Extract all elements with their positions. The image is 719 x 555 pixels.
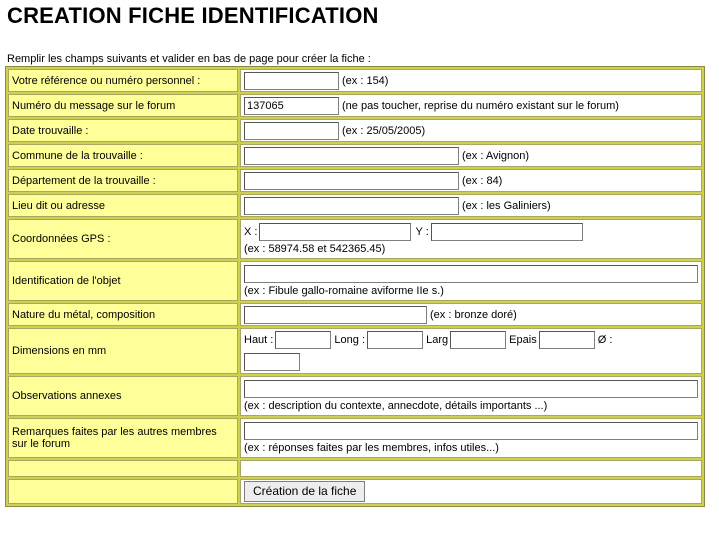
gps-hint: (ex : 58974.58 et 542365.45) xyxy=(244,243,386,255)
identification-input[interactable] xyxy=(244,265,698,283)
commune-hint: (ex : Avignon) xyxy=(462,149,530,162)
create-sheet-button[interactable]: Création de la fiche xyxy=(244,481,365,502)
remarques-label: Remarques faites par les autres membres sur le forum xyxy=(8,418,238,458)
lieu-dit-label: Lieu dit ou adresse xyxy=(8,194,238,217)
instructions-text: Remplir les champs suivants et valider en bas de page pour créer la fiche : xyxy=(7,53,371,65)
page-title: CREATION FICHE IDENTIFICATION xyxy=(7,3,379,28)
nature-hint: (ex : bronze doré) xyxy=(430,308,517,321)
gps-x-input[interactable] xyxy=(259,223,411,241)
row-reference xyxy=(8,69,702,92)
spacer-label-cell xyxy=(8,460,238,477)
remarques-cell xyxy=(240,418,702,458)
long-input[interactable] xyxy=(367,331,423,349)
message-number-cell xyxy=(240,94,702,117)
spacer-value-cell xyxy=(240,460,702,477)
date-label: Date trouvaille : xyxy=(8,119,238,142)
larg-input[interactable] xyxy=(450,331,506,349)
gps-x-label: X : xyxy=(244,226,258,238)
row-identification xyxy=(8,261,702,301)
observations-cell xyxy=(240,376,702,416)
message-number-label: Numéro du message sur le forum xyxy=(8,94,238,117)
epais-input[interactable] xyxy=(539,331,595,349)
diam-label: Ø : xyxy=(597,334,613,347)
reference-input[interactable] xyxy=(244,72,339,90)
departement-hint: (ex : 84) xyxy=(462,174,503,187)
reference-label: Votre référence ou numéro personnel : xyxy=(8,69,238,92)
lieu-dit-cell xyxy=(240,194,702,217)
reference-cell xyxy=(240,69,702,92)
submit-cell xyxy=(240,479,702,504)
row-submit xyxy=(8,479,702,504)
diam-input[interactable] xyxy=(244,353,300,371)
nature-cell xyxy=(240,303,702,326)
row-date xyxy=(8,119,702,142)
commune-label: Commune de la trouvaille : xyxy=(8,144,238,167)
haut-input[interactable] xyxy=(275,331,331,349)
remarques-input[interactable] xyxy=(244,422,698,440)
date-input[interactable] xyxy=(244,122,339,140)
gps-y-label: Y : xyxy=(415,226,429,238)
dimensions-cell xyxy=(240,328,702,374)
long-label: Long : xyxy=(334,334,366,347)
haut-label: Haut : xyxy=(244,334,274,347)
commune-cell xyxy=(240,144,702,167)
row-observations xyxy=(8,376,702,416)
epais-label: Epais xyxy=(509,334,537,347)
observations-input[interactable] xyxy=(244,380,698,398)
row-message-number xyxy=(8,94,702,117)
submit-label-cell xyxy=(8,479,238,504)
row-gps xyxy=(8,219,702,259)
identification-label: Identification de l'objet xyxy=(8,261,238,301)
observations-label: Observations annexes xyxy=(8,376,238,416)
date-hint: (ex : 25/05/2005) xyxy=(342,124,426,137)
lieu-dit-hint: (ex : les Galiniers) xyxy=(462,199,551,212)
message-number-input[interactable]: 137065 xyxy=(244,97,339,115)
identification-form xyxy=(5,66,705,507)
commune-input[interactable] xyxy=(244,147,459,165)
remarques-hint: (ex : réponses faites par les membres, infos utiles...) xyxy=(244,442,499,455)
row-departement xyxy=(8,169,702,192)
row-commune xyxy=(8,144,702,167)
gps-label: Coordonnées GPS : xyxy=(8,219,238,259)
identification-hint: (ex : Fibule gallo-romaine aviforme IIe s.) xyxy=(244,285,444,297)
dimensions-label: Dimensions en mm xyxy=(8,328,238,374)
nature-input[interactable] xyxy=(244,306,427,324)
departement-cell xyxy=(240,169,702,192)
observations-hint: (ex : description du contexte, annecdote, détails importants ...) xyxy=(244,400,548,413)
lieu-dit-input[interactable] xyxy=(244,197,459,215)
row-nature xyxy=(8,303,702,326)
row-remarques xyxy=(8,418,702,458)
larg-label: Larg xyxy=(426,334,449,347)
departement-label: Département de la trouvaille : xyxy=(8,169,238,192)
message-number-hint: (ne pas toucher, reprise du numéro existant sur le forum) xyxy=(342,99,619,112)
departement-input[interactable] xyxy=(244,172,459,190)
reference-hint: (ex : 154) xyxy=(342,74,389,87)
row-lieu-dit xyxy=(8,194,702,217)
gps-y-input[interactable] xyxy=(431,223,583,241)
gps-cell xyxy=(240,219,702,259)
identification-cell xyxy=(240,261,702,301)
row-spacer xyxy=(8,460,702,477)
date-cell xyxy=(240,119,702,142)
row-dimensions xyxy=(8,328,702,374)
nature-label: Nature du métal, composition xyxy=(8,303,238,326)
